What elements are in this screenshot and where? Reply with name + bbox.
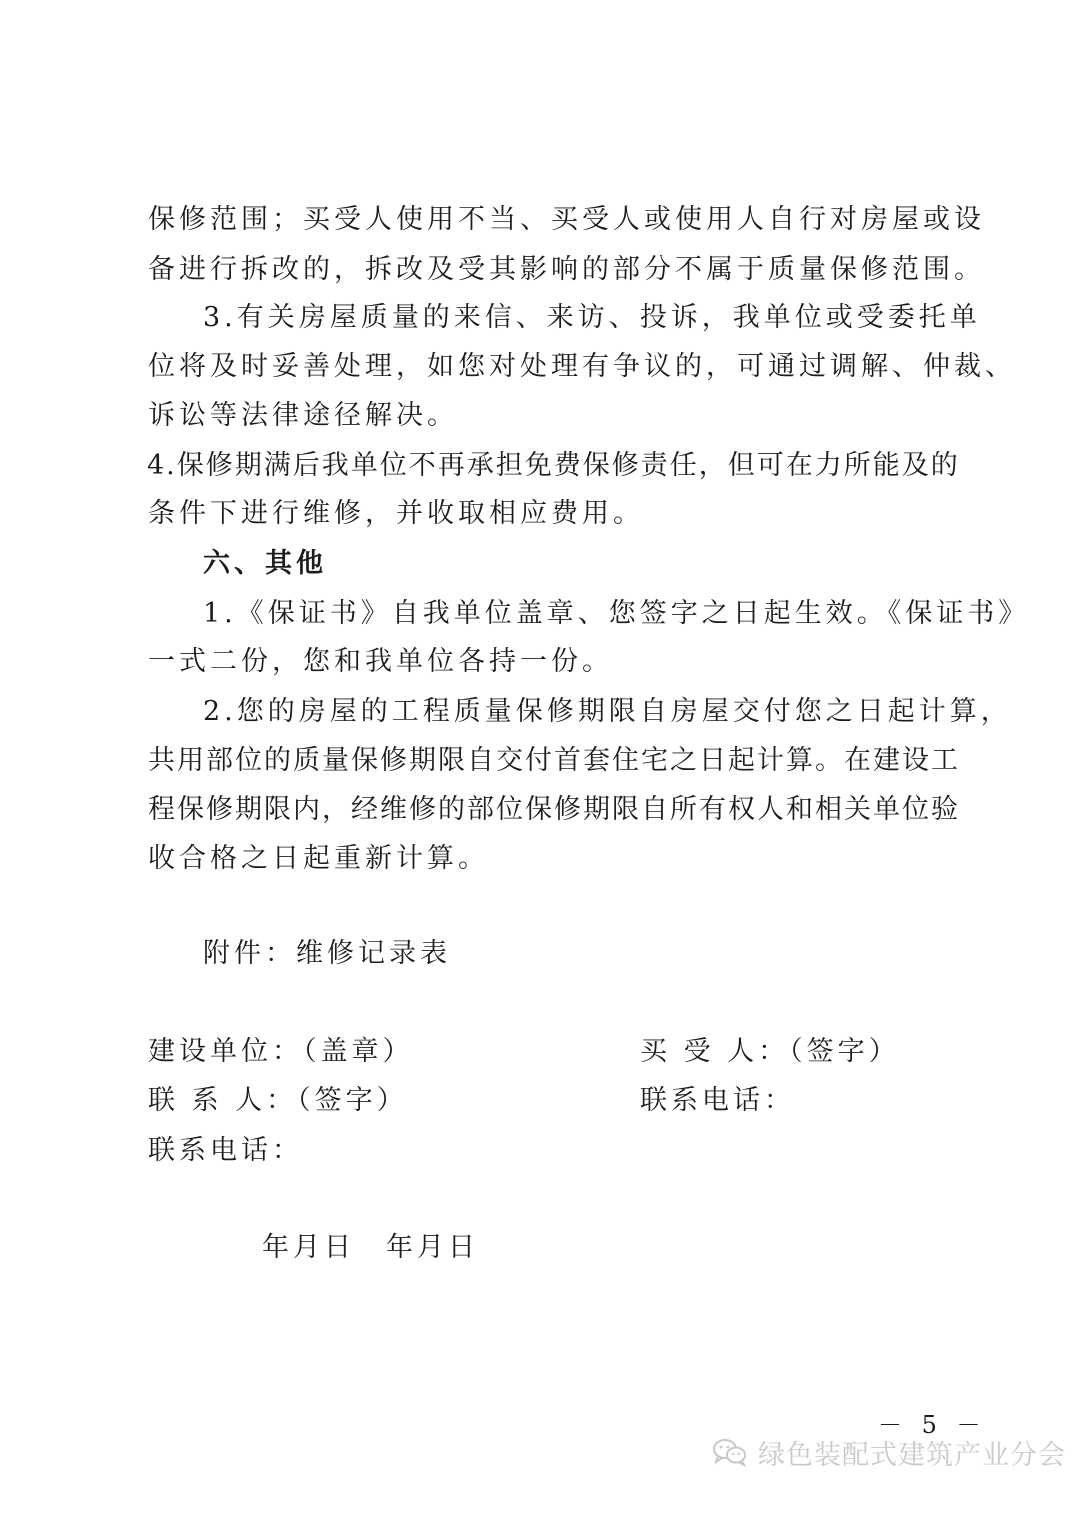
body-line: 保修范围；买受人使用不当、买受人或使用人自行对房屋或设 xyxy=(148,204,985,235)
body-line: 备进行拆改的，拆改及受其影响的部分不属于质量保修范围。 xyxy=(148,254,985,285)
body-line: 位将及时妥善处理，如您对处理有争议的，可通过调解、仲裁、 xyxy=(148,351,1016,382)
page-number: － 5 － xyxy=(878,1411,987,1439)
body-line: 2.您的房屋的工程质量保修期限自房屋交付您之日起计算， xyxy=(203,696,1012,727)
section-heading: 六、其他 xyxy=(203,548,327,579)
builder-unit-seal: 建设单位：（盖章） xyxy=(148,1036,414,1067)
body-line: 共用部位的质量保修期限自交付首套住宅之日起计算。在建设工 xyxy=(148,745,960,776)
body-line: 3.有关房屋质量的来信、来访、投诉，我单位或受委托单 xyxy=(203,302,981,333)
watermark xyxy=(712,1432,1066,1472)
body-line: 条件下进行维修，并收取相应费用。 xyxy=(148,498,644,529)
body-line: 收合格之日起重新计算。 xyxy=(148,843,489,874)
body-line: 4.保修期满后我单位不再承担免费保修责任，但可在力所能及的 xyxy=(147,450,960,481)
contact-person-signature: 联 系 人：（签字） xyxy=(148,1085,408,1116)
watermark-text: 绿色装配式建筑产业分会 xyxy=(758,1439,1066,1471)
wechat-icon xyxy=(712,1437,748,1467)
body-line: 一式二份，您和我单位各持一份。 xyxy=(148,646,613,677)
builder-phone: 联系电话： xyxy=(148,1135,303,1166)
buyer-signature: 买 受 人：（签字） xyxy=(640,1036,900,1067)
body-line: 诉讼等法律途径解决。 xyxy=(148,400,458,431)
date-line: 年月日 年月日 xyxy=(262,1232,479,1263)
body-line: 1.《保证书》自我单位盖章、您签字之日起生效。《保证书》 xyxy=(203,598,1030,629)
buyer-phone: 联系电话： xyxy=(640,1085,795,1116)
body-line: 程保修期限内，经维修的部位保修期限自所有权人和相关单位验 xyxy=(148,794,960,825)
attachment-line: 附件：维修记录表 xyxy=(203,938,451,969)
